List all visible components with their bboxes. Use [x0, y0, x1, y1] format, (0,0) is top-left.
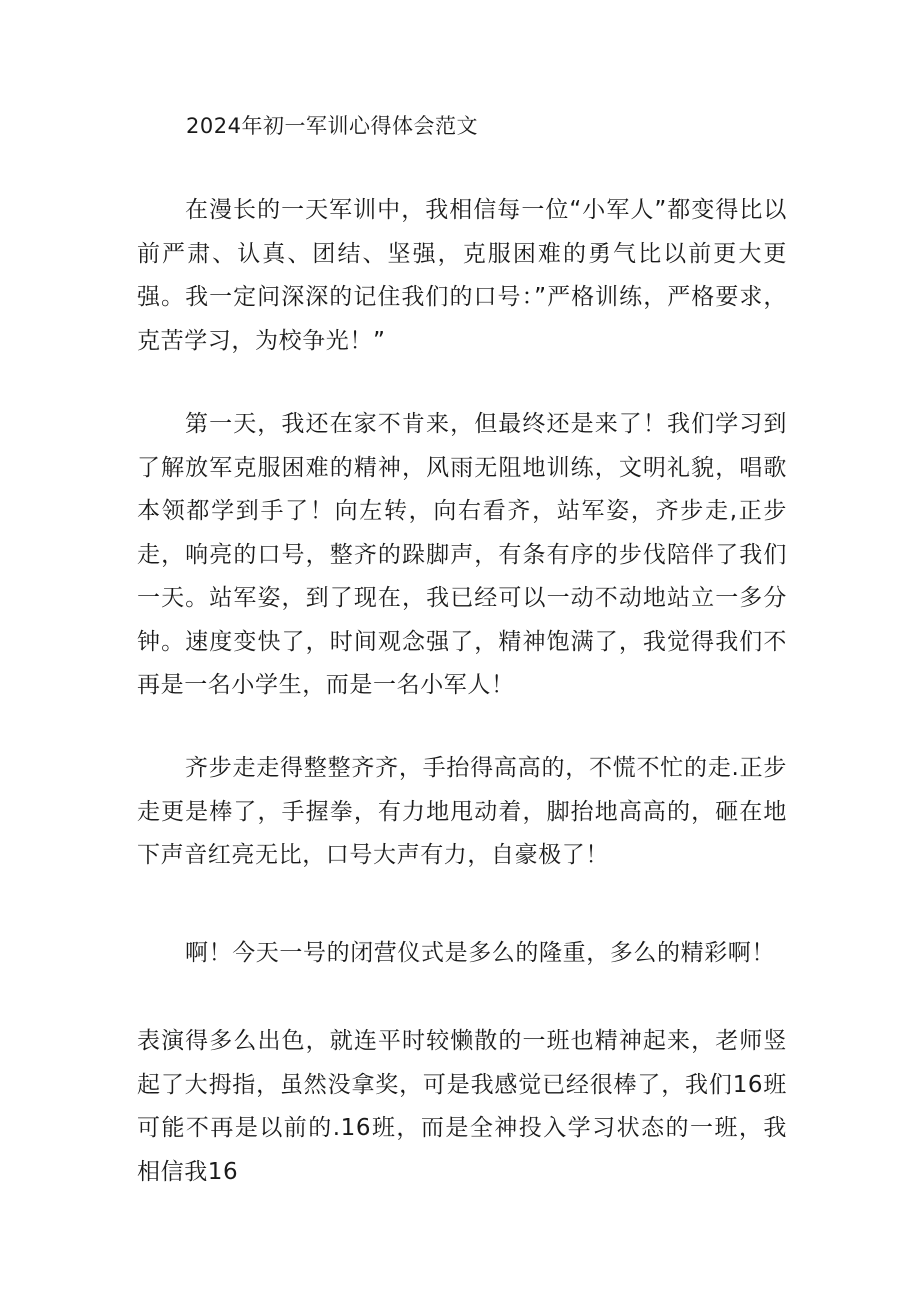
paragraph-4: 啊！今天一号的闭营仪式是多么的隆重，多么的精彩啊！	[185, 940, 775, 966]
paragraph-3: 齐步走走得整整齐齐，手抬得高高的，不慌不忙的走.正步走更是棒了，手握拳，有力地甩动着，脚抬地高高的，砸在地下声音红亮无比，口号大声有力，自豪极了！	[137, 755, 787, 868]
paragraph-1: 在漫长的一天军训中，我相信每一位“小军人”都变得比以前严肃、认真、团结、坚强，克服困难的勇气比以前更大更强。我一定问深深的记住我们的口号：”严格训练，严格要求，克苦学习，为校争光！”	[137, 197, 787, 354]
paragraph-5: 表演得多么出色，就连平时较懒散的一班也精神起来，老师竖起了大拇指，虽然没拿奖，可是我感觉已经很棒了，我们16班可能不再是以前的.16班，而是全神投入学习状态的一班，我相信我16	[137, 1028, 787, 1185]
paragraph-2: 第一天，我还在家不肯来，但最终还是来了！我们学习到了解放军克服困难的精神，风雨无阻地训练，文明礼貌，唱歌本领都学到手了！向左转，向右看齐，站军姿，齐步走,正步走，响亮的口号，整齐的跺脚声，有条有序的步伐陪伴了我们一天。站军姿，到了现在，我已经可以一动不动地站立一多分钟。速度变快了，时间观念强了，精神饱满了，我觉得我们不再是一名小学生，而是一名小军人！	[137, 411, 787, 698]
document-title: 2024年初一军训心得体会范文	[186, 114, 478, 138]
